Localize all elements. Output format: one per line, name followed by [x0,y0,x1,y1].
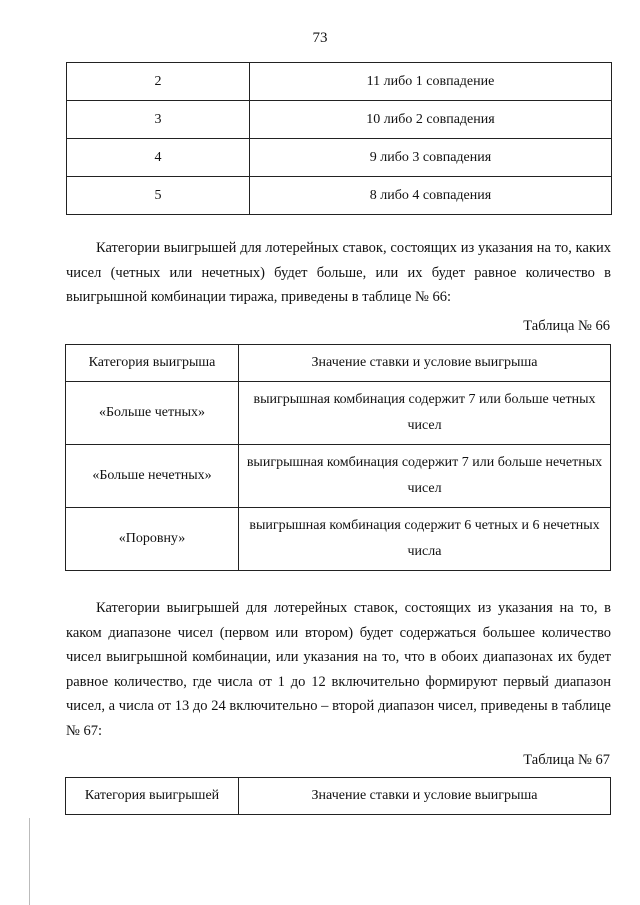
table-cell-category: 5 [67,177,250,215]
table-cell-category: «Поровну» [66,508,239,571]
header-category: Категория выигрышей [66,778,239,815]
table-cell-condition: выигрышная комбинация содержит 7 или больше нечетных чисел [239,445,611,508]
table67 [65,777,611,815]
table66 [65,344,611,571]
table-row [67,101,612,139]
table66-caption: Таблица № 66 [523,318,610,334]
table-row [66,508,611,571]
table-cell-condition: 9 либо 3 совпадения [250,139,612,177]
header-condition: Значение ставки и условие выигрыша [239,778,611,815]
paragraph-table67-intro: Категории выигрышей для лотерейных ставок, состоящих из указания на то, в каком диапазоне чисел (первом или втором) будет содержаться большее количество чисел выигрышной комбинации, или указания на то, что в обоих диапазонах их будет равное количество, где числа от 1 до 12 включительно формируют первый диапазон чисел, а числа от 13 до 24 включительно – второй диапазон чисел, приведены в таблице № 67: [66,600,611,739]
table-cell-category: 3 [67,101,250,139]
scan-margin-line [29,818,30,905]
table-row [66,445,611,508]
paragraph-table66-intro: Категории выигрышей для лотерейных ставок, состоящих из указания на то, каких чисел (четных или нечетных) будет больше, или их будет равное количество в выигрышной комбинации тиража, приведены в таблице № 66: [66,240,611,305]
table-row [67,139,612,177]
prize-table-continued [66,62,612,215]
table-cell-condition: выигрышная комбинация содержит 7 или больше четных чисел [239,382,611,445]
table-cell-condition: выигрышная комбинация содержит 6 четных и 6 нечетных числа [239,508,611,571]
table-row [67,177,612,215]
table-cell-category: 4 [67,139,250,177]
table-cell-condition: 11 либо 1 совпадение [250,63,612,101]
table-cell-condition: 10 либо 2 совпадения [250,101,612,139]
table-cell-category: «Больше нечетных» [66,445,239,508]
header-category: Категория выигрыша [66,345,239,382]
table-header-row [66,778,611,815]
header-condition: Значение ставки и условие выигрыша [239,345,611,382]
table-row [67,63,612,101]
table-cell-category: «Больше четных» [66,382,239,445]
page-number: 73 [312,30,328,46]
table67-caption: Таблица № 67 [523,752,610,768]
table-header-row [66,345,611,382]
table-cell-category: 2 [67,63,250,101]
table-cell-condition: 8 либо 4 совпадения [250,177,612,215]
table-row [66,382,611,445]
